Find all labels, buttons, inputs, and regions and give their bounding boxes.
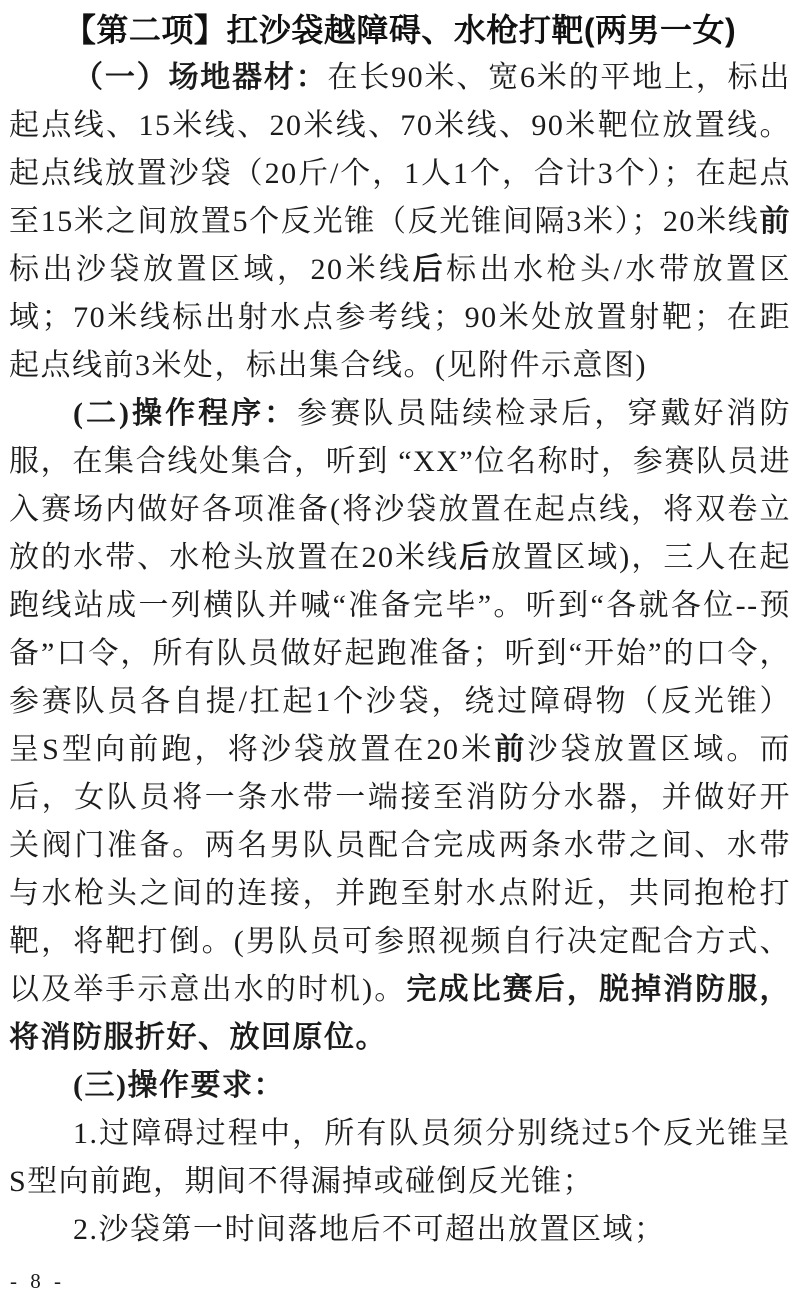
text-run: 标出沙袋放置区域，20米线 xyxy=(9,253,413,286)
text-run: 参赛队员陆续检录后，穿戴好消防服，在集合线处集合，听到 “XX”位名称时，参赛队员进入赛场内做好各项准备(将沙袋放置在起点线，将双卷立放的水带、水枪头放置在20米线 xyxy=(9,397,791,574)
text-run: 1.过障碍过程中，所有队员须分别绕过5个反光锥呈S型向前跑，期间不得漏掉或碰倒反光锥； xyxy=(9,1117,791,1198)
section-title: 【第二项】扛沙袋越障碍、水枪打靶(两男一女) xyxy=(63,12,737,48)
text-run: 前 xyxy=(759,205,791,238)
paragraph-operation-requirements-heading xyxy=(9,1062,791,1110)
paragraph-requirement-item-2 xyxy=(9,1206,791,1254)
text-run: 2.沙袋第一时间落地后不可超出放置区域； xyxy=(73,1213,666,1246)
text-run: 沙袋放置区域。而后，女队员将一条水带一端接至消防分水器，并做好开关阀门准备。两名男队员配合完成两条水带之间、水带与水枪头之间的连接，并跑至射水点附近，共同抱枪打靶，将靶打倒。(男队员可参照视频自行决定配合方式、以及举手示意出水的时机)。 xyxy=(9,733,792,1006)
text-run: 放置区域)，三人在起跑线站成一列横队并喊“准备完毕”。听到“各就各位--预备”口令，所有队员做好起跑准备；听到“开始”的口令，参赛队员各自提/扛起1个沙袋，绕过障碍物（反光锥）呈S型向前跑，将沙袋放置在20米 xyxy=(9,541,792,766)
page-number: - 8 - xyxy=(10,1269,65,1293)
paragraph-venue-equipment xyxy=(9,54,791,390)
paragraph-requirement-item-1 xyxy=(9,1110,791,1206)
text-run: 后 xyxy=(412,253,447,286)
text-run: 标出水枪头/水带放置区域；70米线标出射水点参考线；90米处放置射靶；在距起点线前3米处，标出集合线。(见附件示意图) xyxy=(9,253,792,382)
text-run: (二)操作程序： xyxy=(73,397,298,430)
text-run: 前 xyxy=(494,733,528,766)
text-run: （一）场地器材： xyxy=(73,61,328,94)
text-run: 在长90米、宽6米的平地上，标出起点线、15米线、20米线、70米线、90米靶位放置线。起点线放置沙袋（20斤/个，1人1个，合计3个）；在起点至15米之间放置5个反光锥（反光锥间隔3米）；20米线 xyxy=(9,61,792,238)
text-run: 完成比赛后，脱掉消防服，将消防服折好、放回原位。 xyxy=(9,973,792,1054)
text-run: (三)操作要求： xyxy=(73,1069,285,1102)
text-run: 后 xyxy=(459,541,492,574)
paragraph-operation-procedure xyxy=(9,390,791,1062)
